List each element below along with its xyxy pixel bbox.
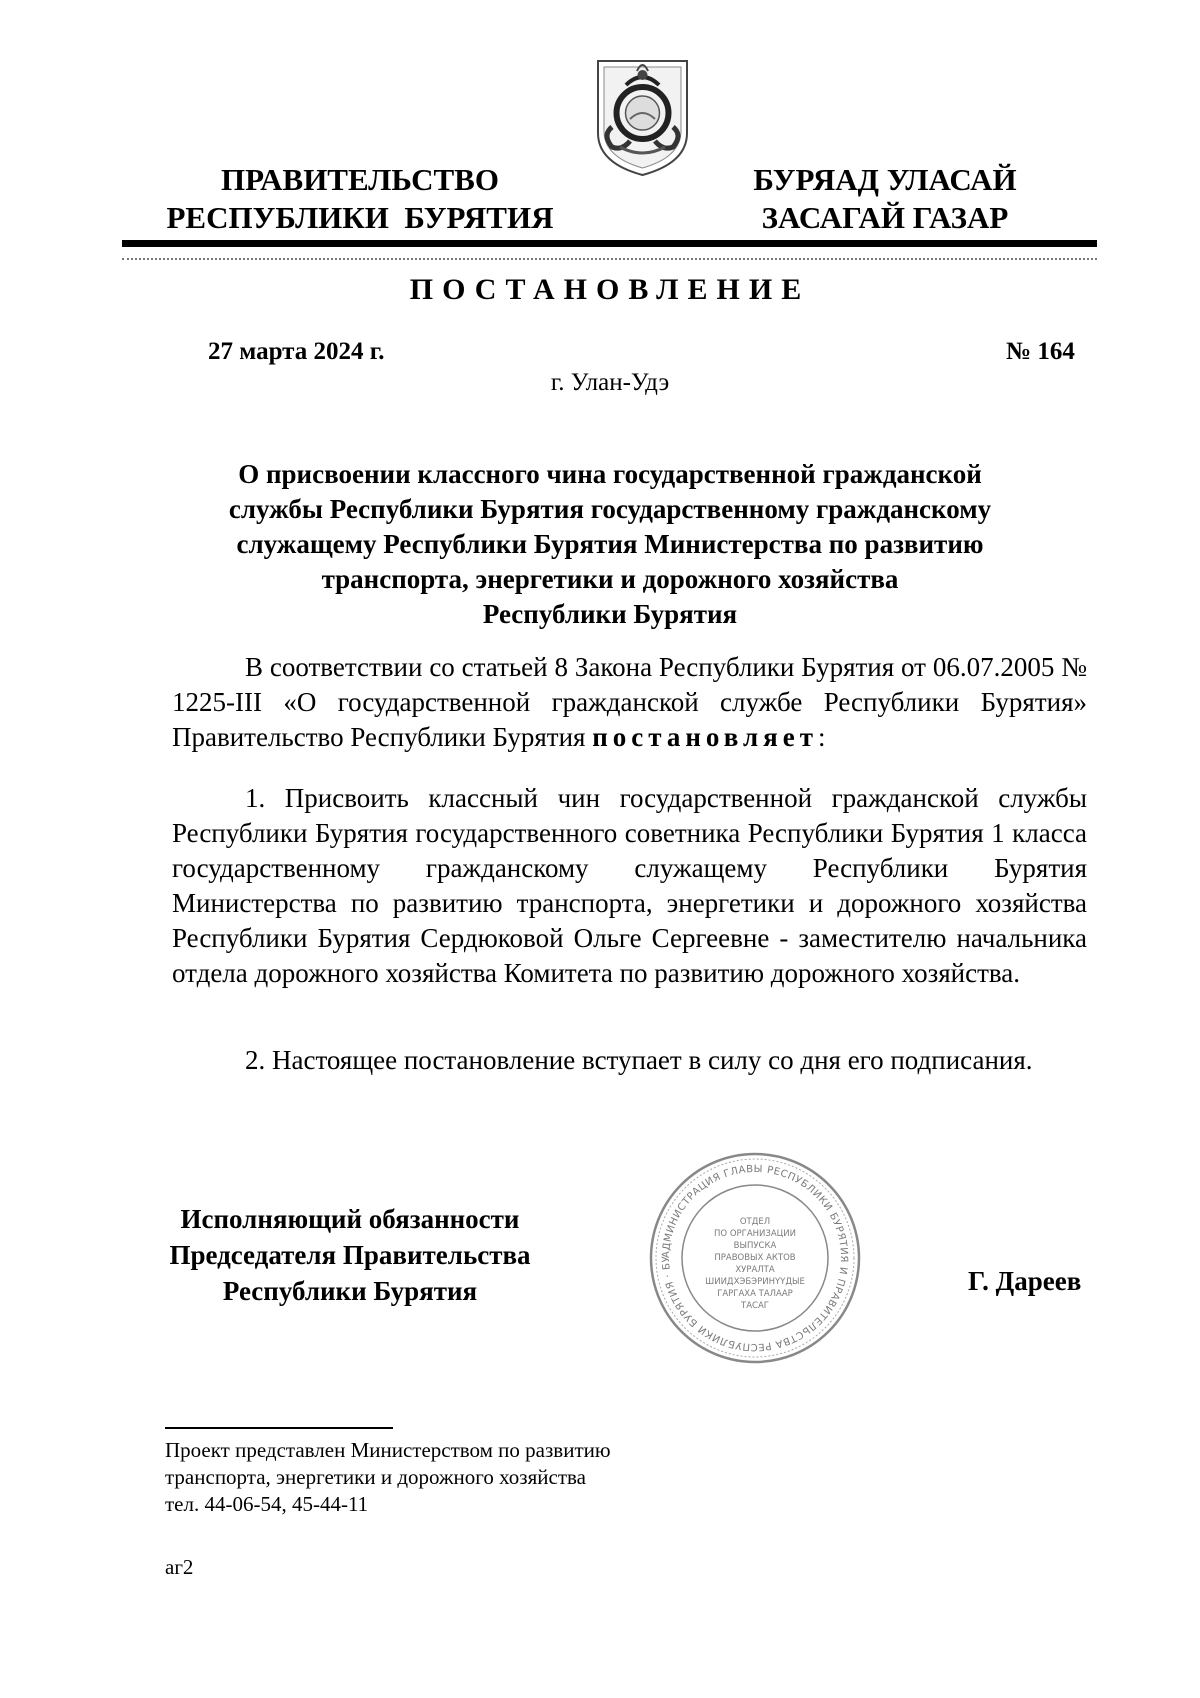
title-line: транспорта, энергетики и дорожного хозяйства bbox=[321, 564, 899, 594]
title-line: служащему Республики Бурятия Министерства по развитию bbox=[236, 529, 984, 559]
header-left-block bbox=[150, 161, 570, 237]
header-right-line2: ЗАСАГАЙ ГАЗАР bbox=[761, 200, 1009, 235]
footnote-line2: транспорта, энергетики и дорожного хозяйства bbox=[165, 1465, 586, 1489]
document-code: аг2 bbox=[165, 1555, 194, 1579]
signatory-position-line1: Исполняющий обязанности bbox=[180, 1204, 520, 1234]
title-line: О присвоении классного чина государственной гражданской bbox=[238, 459, 982, 489]
footnote-line1: Проект представлен Министерством по развитию bbox=[165, 1438, 611, 1462]
clause-1-paragraph: 1. Присвоить классный чин государственной гражданской службы Республики Бурятия государственного советника Республики Бурятия 1 класса государственному гражданскому служащему Республики Бурятия Министерства по развитию транспорта, энергетики и дорожного хозяйства Республики Бурятия Сердюковой Ольге Сергеевне - заместителю начальника отдела дорожного хозяйства Комитета по развитию дорожного хозяйства. bbox=[172, 783, 1087, 988]
header-divider-thin bbox=[122, 258, 1097, 260]
document-city: г. Улан-Удэ bbox=[550, 369, 670, 396]
clause-2-paragraph: 2. Настоящее постановление вступает в силу со дня его подписания. bbox=[245, 1045, 1033, 1075]
coat-of-arms-emblem bbox=[590, 55, 695, 179]
signatory-position-line3: Республики Бурятия bbox=[222, 1276, 478, 1306]
document-date: 27 марта 2024 г. bbox=[208, 338, 385, 365]
seal-center-line: ХУРАЛТА bbox=[735, 1265, 775, 1275]
header-left-line2: РЕСПУБЛИКИ БУРЯТИЯ bbox=[166, 200, 554, 235]
seal-center-line: ШИИДХЭБЭРИНҮҮДЫЕ bbox=[705, 1277, 805, 1287]
coat-of-arms-icon bbox=[590, 55, 695, 179]
header-right-block bbox=[705, 161, 1065, 237]
official-seal-stamp bbox=[645, 1148, 865, 1368]
signatory-position-line2: Председателя Правительства bbox=[169, 1240, 531, 1270]
seal-center-line: ГАРГАХА ТАЛААР bbox=[717, 1289, 793, 1299]
document-title bbox=[170, 457, 1050, 632]
intro-paragraph bbox=[172, 650, 1087, 755]
document-type-heading: ПОСТАНОВЛЕНИЕ bbox=[409, 273, 811, 306]
seal-ring-text: АДМИНИСТРАЦИЯ ГЛАВЫ РЕСПУБЛИКИ БУРЯТИЯ И ПРАВИТЕЛЬСТВА РЕСПУБЛИКИ БУРЯТИЯ · БУ bbox=[660, 1163, 850, 1353]
seal-center-line: ПО ОРГАНИЗАЦИИ bbox=[714, 1229, 796, 1239]
title-line: Республики Бурятия bbox=[482, 599, 738, 629]
signatory-name: Г. Дареев bbox=[968, 1266, 1082, 1296]
seal-icon bbox=[645, 1148, 865, 1368]
title-line: службы Республики Бурятия государственному гражданскому bbox=[228, 494, 992, 524]
signatory-position bbox=[150, 1201, 550, 1309]
seal-center-line: ОТДЕЛ bbox=[739, 1217, 771, 1227]
intro-end: : bbox=[817, 722, 826, 752]
header-left-line1: ПРАВИТЕЛЬСТВО bbox=[221, 162, 499, 197]
footnote bbox=[165, 1437, 611, 1518]
intro-text: В соответствии со статьей 8 Закона Республики Бурятия от 06.07.2005 № 1225-III «О государственной гражданской службе Республики Бурятия» Правительство Республики Бурятия bbox=[172, 652, 1087, 752]
header-right-line1: БУРЯАД УЛАСАЙ bbox=[753, 162, 1017, 197]
footnote-divider bbox=[165, 1427, 393, 1429]
seal-center-line: ВЫПУСКА bbox=[733, 1241, 777, 1251]
seal-center-line: ПРАВОВЫХ АКТОВ bbox=[714, 1253, 796, 1263]
header-divider-thick bbox=[122, 240, 1097, 247]
intro-keyword: постановляет bbox=[592, 722, 818, 752]
seal-center-line: ТАСАГ bbox=[741, 1301, 769, 1311]
document-number: № 164 bbox=[1006, 338, 1075, 365]
footnote-line3: тел. 44-06-54, 45-44-11 bbox=[165, 1492, 369, 1516]
